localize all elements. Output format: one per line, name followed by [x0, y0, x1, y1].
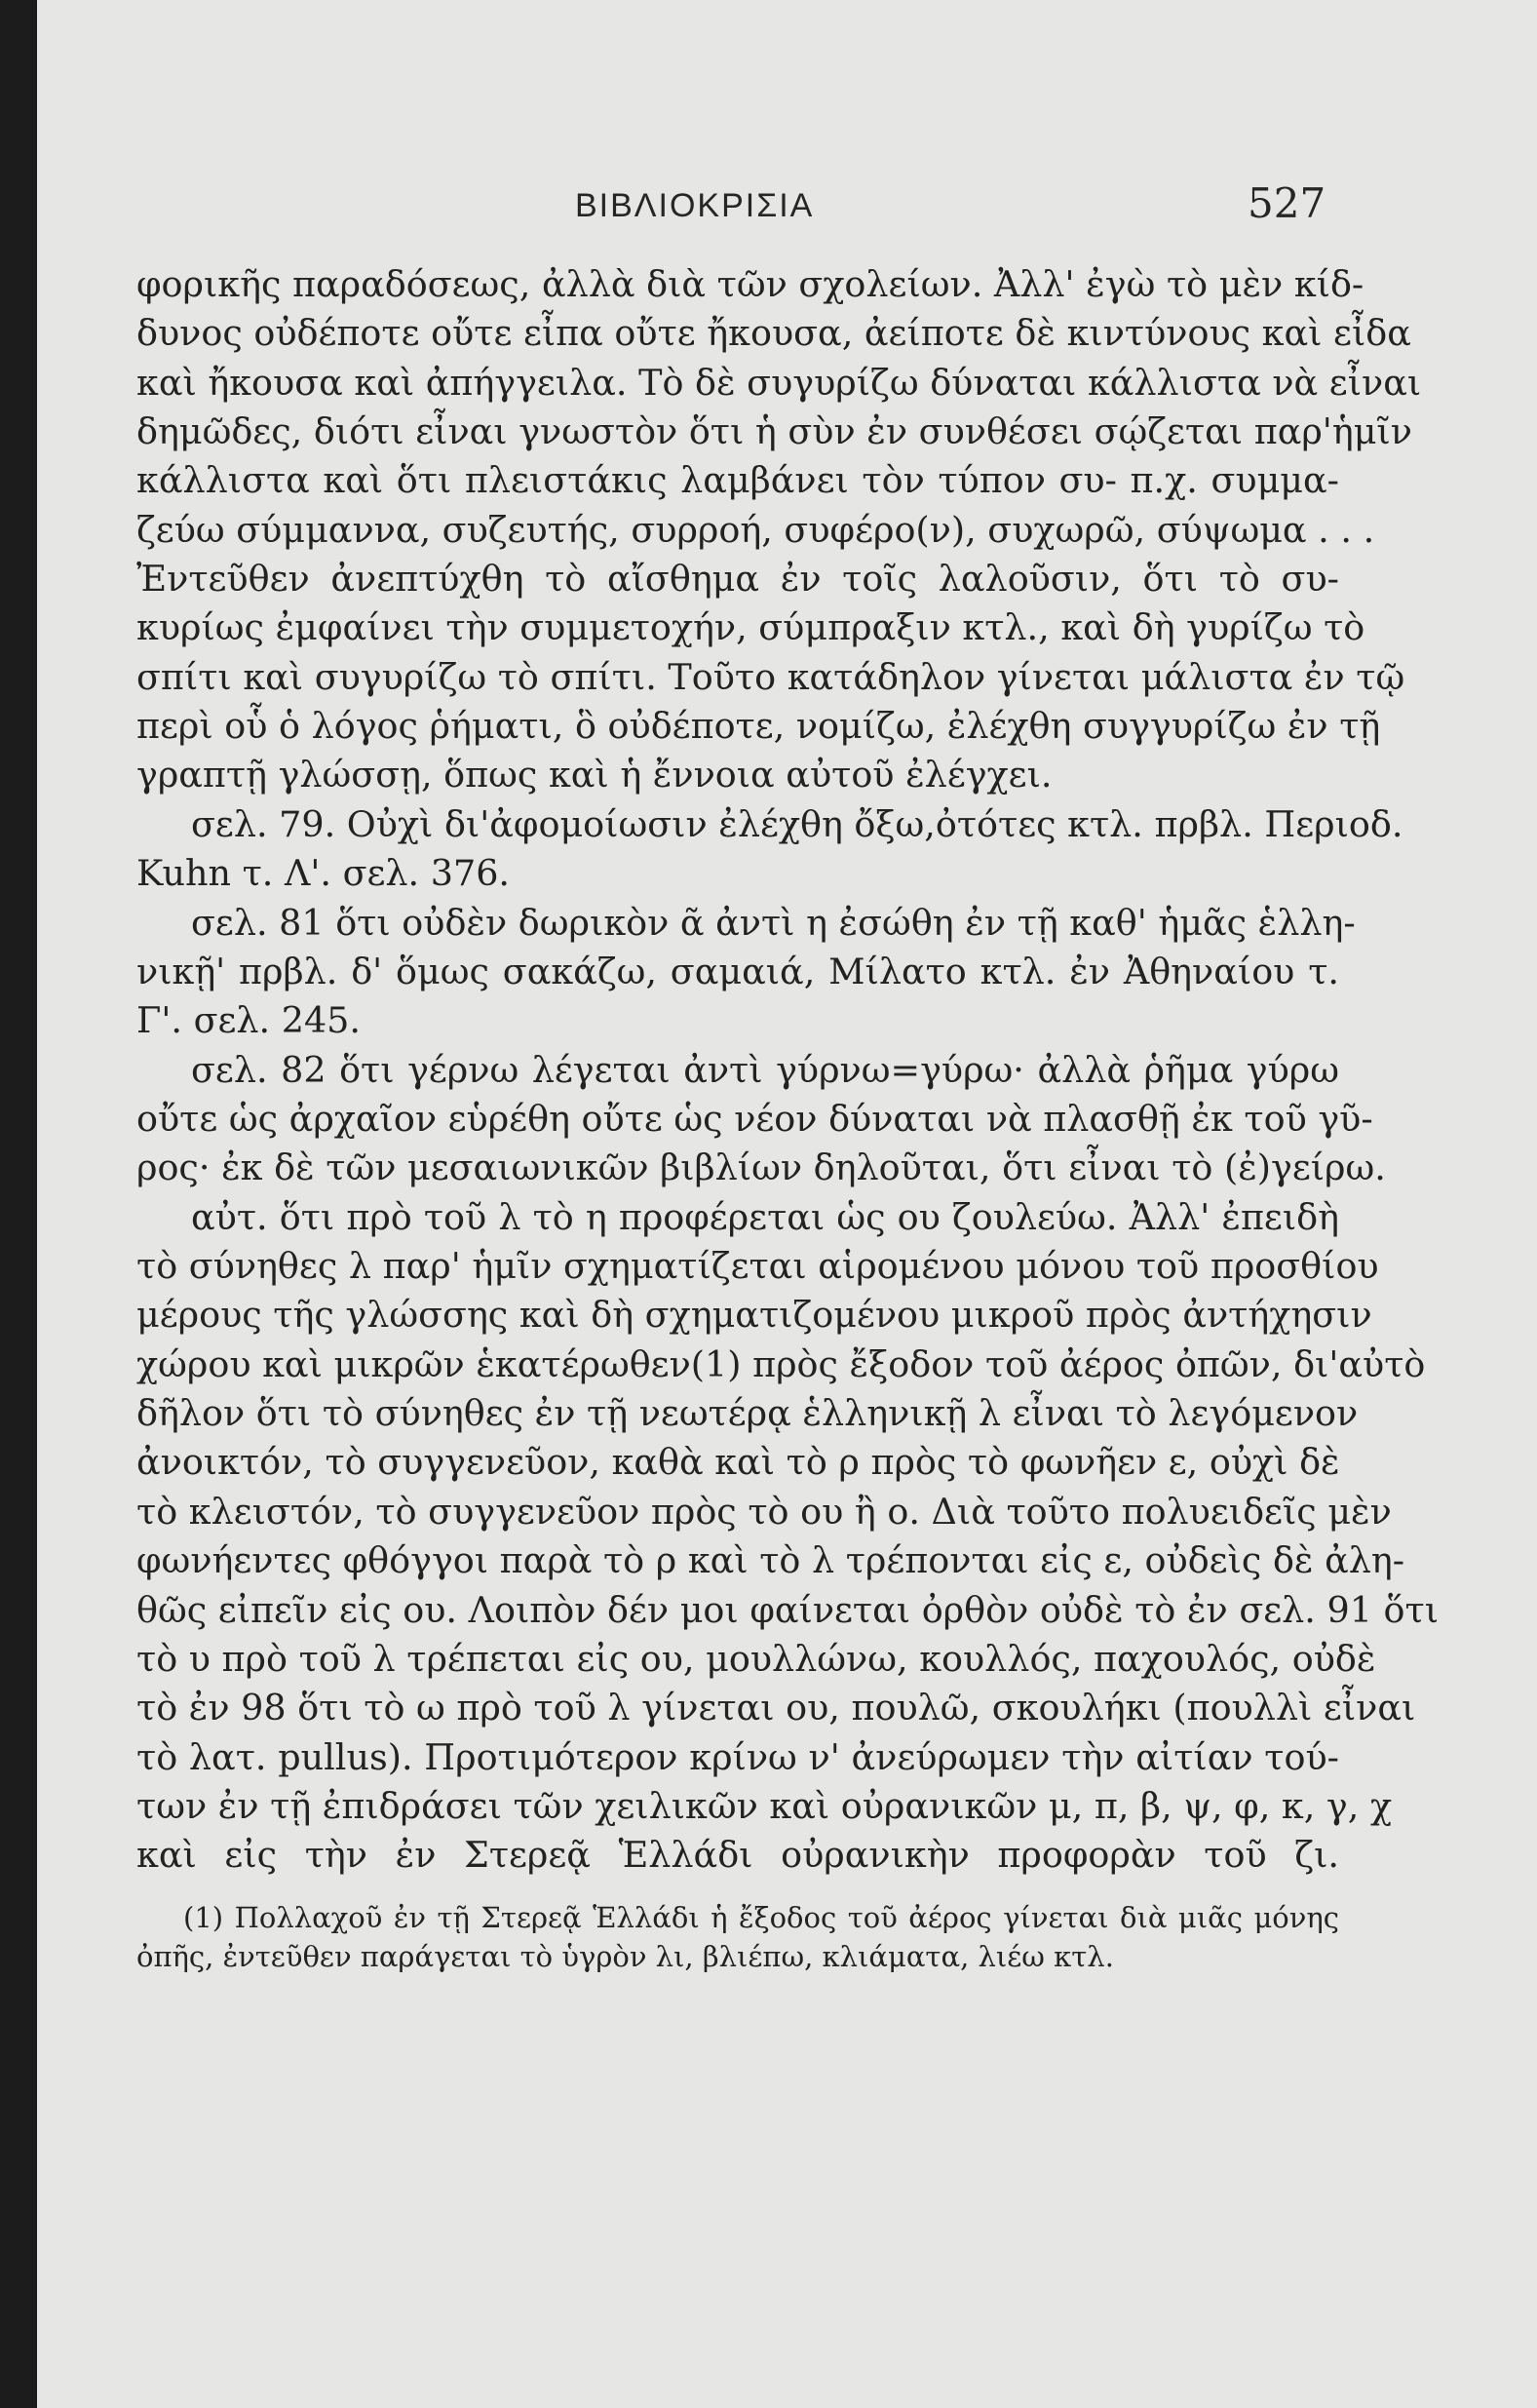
body-line: σελ. 81 ὅτι οὐδὲν δωρικὸν ᾶ ἀντὶ η ἐσώθη ἐν τῇ καθ' ἡμᾶς ἑλλη-	[191, 902, 1356, 944]
body-line: θῶς εἰπεῖν εἰς ου. Λοιπὸν δέν μοι φαίνεται ὀρθὸν οὐδὲ τὸ ἐν σελ. 91 ὅτι	[136, 1589, 1440, 1631]
body-line: αὐτ. ὅτι πρὸ τοῦ λ τὸ η προφέρεται ὡς ου ζουλεύω. Ἀλλ' ἐπειδὴ	[191, 1196, 1339, 1238]
body-line: καὶ εἰς τὴν ἐν Στερεᾷ Ἑλλάδι οὐρανικὴν προφορὰν τοῦ ζι.	[136, 1834, 1339, 1876]
body-line: τὸ σύνηθες λ παρ' ἡμῖν σχηματίζεται αἱρομένου μόνου τοῦ προσθίου	[136, 1245, 1379, 1287]
body-line: περὶ οὗ ὁ λόγος ῥήματι, ὃ οὐδέποτε, νομίζω, ἐλέχθη συγγυρίζω ἐν τῇ	[136, 705, 1381, 747]
body-line: νικῇ' πρβλ. δ' ὅμως σακάζω, σαμαιά, Μίλατο κτλ. ἐν Ἀθηναίου τ.	[136, 951, 1339, 992]
footnote-line: (1) Πολλαχοῦ ἐν τῇ Στερεᾷ Ἑλλάδι ἡ ἔξοδος τοῦ ἀέρος γίνεται διὰ μιᾶς μόνης	[183, 1901, 1339, 1934]
page-number: 527	[1248, 179, 1326, 227]
body-line: κάλλιστα καὶ ὅτι πλειστάκις λαμβάνει τὸν τύπον συ- π.χ. συμμα-	[136, 459, 1339, 501]
body-line: των ἐν τῇ ἐπιδράσει τῶν χειλικῶν καὶ οὐρανικῶν μ, π, β, ψ, φ, κ, γ, χ	[136, 1785, 1393, 1827]
body-line: Kuhn τ. Λ'. σελ. 376.	[136, 852, 511, 894]
body-line: οὔτε ὡς ἀρχαῖον εὑρέθη οὔτε ὡς νέον δύναται νὰ πλασθῇ ἐκ τοῦ γῦ-	[136, 1098, 1373, 1140]
body-line: καὶ ἤκουσα καὶ ἀπήγγειλα. Τὸ δὲ συγυρίζω δύναται κάλλιστα νὰ εἶναι	[136, 362, 1422, 404]
page-header	[37, 179, 1537, 236]
body-line: κυρίως ἐμφαίνει τὴν συμμετοχήν, σύμπραξιν κτλ., καὶ δὴ γυρίζω τὸ	[136, 606, 1365, 648]
body-line: φορικῆς παραδόσεως, ἀλλὰ διὰ τῶν σχολείων. Ἀλλ' ἐγὼ τὸ μὲν κίδ-	[136, 263, 1364, 305]
body-line: σελ. 82 ὅτι γέρνω λέγεται ἀντὶ γύρνω=γύρω· ἀλλὰ ῥῆμα γύρω	[191, 1049, 1339, 1091]
body-line: ζεύω σύμμαννα, συζευτής, συρροή, συφέρο(ν), συχωρῶ, σύψωμα . . .	[136, 509, 1375, 551]
body-line: χώρου καὶ μικρῶν ἑκατέρωθεν(1) πρὸς ἔξοδον τοῦ ἀέρος ὀπῶν, δι'αὐτὸ	[136, 1343, 1426, 1385]
body-line: ἀνοικτόν, τὸ συγγενεῦον, καθὰ καὶ τὸ ρ πρὸς τὸ φωνῆεν ε, οὐχὶ δὲ	[136, 1441, 1340, 1483]
body-line: Γ'. σελ. 245.	[136, 999, 361, 1041]
body-line: σπίτι καὶ συγυρίζω τὸ σπίτι. Τοῦτο κατάδηλον γίνεται μάλιστα ἐν τῷ	[136, 656, 1405, 698]
body-line: φωνήεντες φθόγγοι παρὰ τὸ ρ καὶ τὸ λ τρέπονται εἰς ε, οὐδεὶς δὲ ἀλη-	[136, 1539, 1405, 1581]
body-line: τὸ κλειστόν, τὸ συγγενεῦον πρὸς τὸ ου ἢ ο. Διὰ τοῦτο πολυειδεῖς μὲν	[136, 1491, 1392, 1533]
body-line: τὸ υ πρὸ τοῦ λ τρέπεται εἰς ου, μουλλώνω, κουλλός, παχουλός, οὐδὲ	[136, 1638, 1376, 1680]
footnote-line: ὀπῆς, ἐντεῦθεν παράγεται τὸ ὑγρὸν λι, βλιέπω, κλιάματα, λιέω κτλ.	[136, 1940, 1114, 1973]
body-line: δυνος οὐδέποτε οὔτε εἶπα οὔτε ἤκουσα, ἀείποτε δὲ κιντύνους καὶ εἶδα	[136, 312, 1411, 354]
running-head: ΒΙΒΛΙΟΚΡΙΣΙΑ	[575, 187, 815, 224]
body-line: γραπτῇ γλώσσῃ, ὅπως καὶ ἡ ἔννοια αὐτοῦ ἐλέγχει.	[136, 754, 1053, 796]
body-line: ρος· ἐκ δὲ τῶν μεσαιωνικῶν βιβλίων δηλοῦται, ὅτι εἶναι τὸ (ἐ)γείρω.	[136, 1146, 1386, 1188]
body-line: δῆλον ὅτι τὸ σύνηθες ἐν τῇ νεωτέρᾳ ἑλληνικῇ λ εἶναι τὸ λεγόμενον	[136, 1392, 1359, 1434]
body-line: μέρους τῆς γλώσσης καὶ δὴ σχηματιζομένου μικροῦ πρὸς ἀντήχησιν	[136, 1294, 1372, 1336]
book-page	[37, 0, 1537, 2408]
body-line: τὸ λατ. pullus). Προτιμότερον κρίνω ν' ἀνεύρωμεν τὴν αἰτίαν τού-	[136, 1736, 1339, 1778]
body-line: δημῶδες, διότι εἶναι γνωστὸν ὅτι ἡ σὺν ἐν συνθέσει σῴζεται παρ'ἡμῖν	[136, 410, 1412, 452]
body-line: Ἐντεῦθεν ἀνεπτύχθη τὸ αἴσθημα ἐν τοῖς λαλοῦσιν, ὅτι τὸ συ-	[136, 558, 1339, 600]
body-line: τὸ ἐν 98 ὅτι τὸ ω πρὸ τοῦ λ γίνεται ου, πουλῶ, σκουλήκι (πουλλὶ εἶναι	[136, 1687, 1416, 1728]
body-line: σελ. 79. Οὐχὶ δι'ἀφομοίωσιν ἐλέχθη ὄξω,ὀτότες κτλ. πρβλ. Περιοδ.	[191, 803, 1403, 845]
